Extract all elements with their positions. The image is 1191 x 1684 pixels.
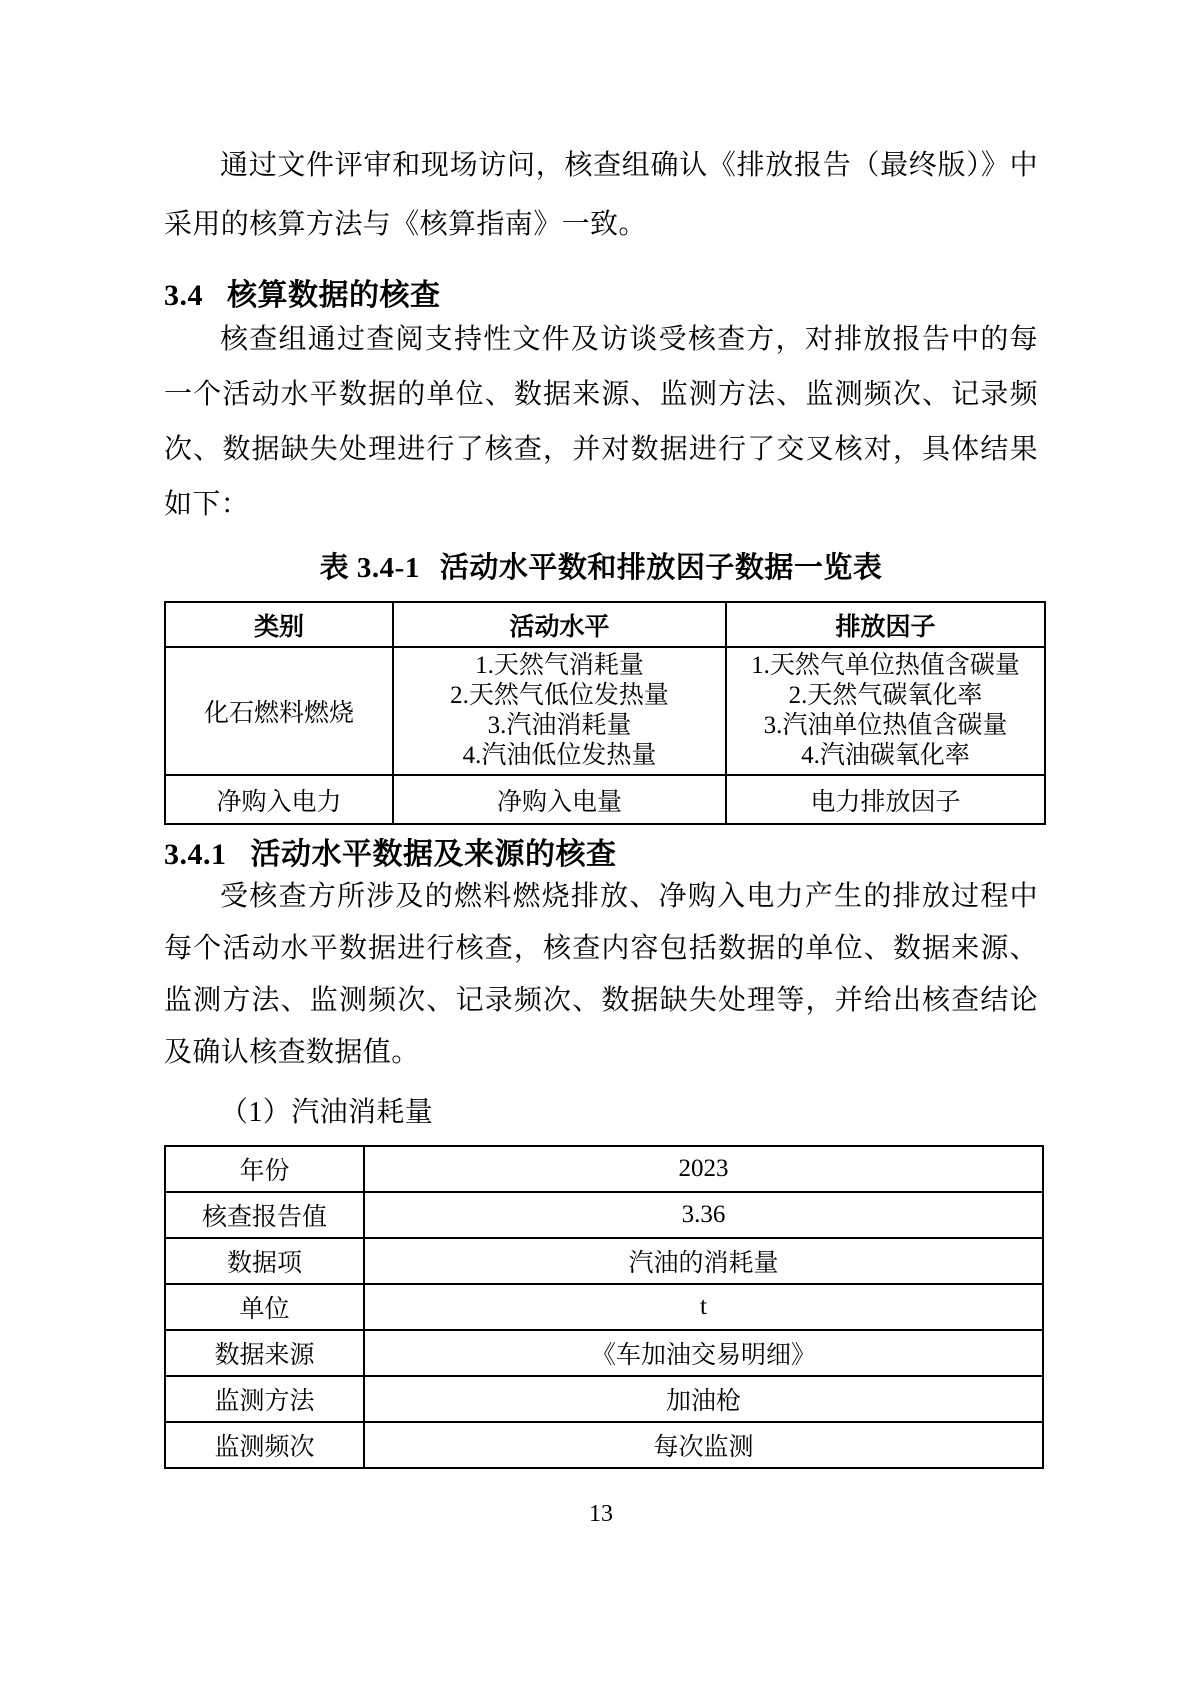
cell-label-unit: 单位 (165, 1284, 364, 1330)
paragraph-section-3-4-1: 受核查方所涉及的燃料燃烧排放、净购入电力产生的排放过程中每个活动水平数据进行核查，核查内容包括数据的单位、数据来源、监测方法、监测频次、记录频次、数据缺失处理等，并给出核查结论及确认核查数据值。 (164, 881, 1038, 1068)
cell-value-monitor-method: 加油枪 (364, 1376, 1043, 1422)
cell-activity-fossil (393, 647, 726, 775)
table-row-data-item (165, 1238, 1043, 1284)
table-row-monitor-frequency (165, 1422, 1043, 1468)
table-header-row (165, 602, 1045, 647)
cell-value-unit: t (364, 1284, 1043, 1330)
activity-line: 1.天然气消耗量 (475, 652, 644, 679)
cell-label-year: 年份 (165, 1146, 364, 1192)
table-row-year (165, 1146, 1043, 1192)
cell-value-year: 2023 (364, 1146, 1043, 1192)
cell-value-monitor-frequency: 每次监测 (364, 1422, 1043, 1468)
section-3-4-number: 3.4 (164, 279, 203, 312)
factor-line: 3.汽油单位热值含碳量 (763, 712, 1008, 739)
cell-value-data-source: 《车加油交易明细》 (364, 1330, 1043, 1376)
cell-category-fossil: 化石燃料燃烧 (165, 647, 393, 775)
section-3-4-1-heading (164, 839, 1038, 871)
activity-line: 4.汽油低位发热量 (462, 742, 657, 769)
table-row-data-source (165, 1330, 1043, 1376)
paragraph-section-3-4: 核查组通过查阅支持性文件及访谈受核查方，对排放报告中的每一个活动水平数据的单位、数据来源、监测方法、监测频次、记录频次、数据缺失处理进行了核查，并对数据进行了交叉核对，具体结果如下： (164, 324, 1038, 520)
table-row-verified-value (165, 1192, 1043, 1238)
cell-category-electricity: 净购入电力 (165, 775, 393, 824)
header-emission-factor: 排放因子 (726, 602, 1045, 647)
cell-label-monitor-frequency: 监测频次 (165, 1422, 364, 1468)
section-3-4-1-number: 3.4.1 (164, 838, 227, 871)
header-activity-level: 活动水平 (393, 602, 726, 647)
table-caption-title: 活动水平数和排放因子数据一览表 (439, 552, 883, 584)
activity-factor-table (164, 601, 1046, 825)
item-gasoline-consumption-label: （1）汽油消耗量 (220, 1097, 434, 1128)
table-row-unit (165, 1284, 1043, 1330)
factor-line: 2.天然气碳氧化率 (788, 682, 983, 709)
factor-line: 4.汽油碳氧化率 (801, 742, 970, 769)
header-category: 类别 (165, 602, 393, 647)
cell-value-verified-value: 3.36 (364, 1192, 1043, 1238)
cell-activity-electricity: 净购入电量 (393, 775, 726, 824)
section-3-4-1-title: 活动水平数据及来源的核查 (250, 838, 617, 871)
activity-line: 3.汽油消耗量 (487, 712, 632, 739)
table-3-4-1-caption (164, 552, 1038, 584)
page-content (164, 0, 1038, 1529)
table-caption-label: 表 3.4-1 (319, 552, 420, 584)
factor-line: 1.天然气单位热值含碳量 (751, 652, 1020, 679)
cell-label-data-source: 数据来源 (165, 1330, 364, 1376)
cell-label-verified-value: 核查报告值 (165, 1192, 364, 1238)
cell-factor-electricity: 电力排放因子 (726, 775, 1045, 824)
cell-label-monitor-method: 监测方法 (165, 1376, 364, 1422)
paragraph-intro: 通过文件评审和现场访问，核查组确认《排放报告（最终版）》中采用的核算方法与《核算指南》一致。 (164, 150, 1038, 240)
table-row-electricity (165, 775, 1045, 824)
cell-factor-fossil (726, 647, 1045, 775)
section-3-4-title: 核算数据的核查 (227, 279, 441, 312)
cell-label-data-item: 数据项 (165, 1238, 364, 1284)
page-number: 13 (589, 1501, 613, 1527)
table-row-monitor-method (165, 1376, 1043, 1422)
section-3-4-heading (164, 280, 1038, 312)
activity-line: 2.天然气低位发热量 (450, 682, 669, 709)
gasoline-consumption-table (164, 1145, 1044, 1469)
cell-value-data-item: 汽油的消耗量 (364, 1238, 1043, 1284)
table-row-fossil-fuel (165, 647, 1045, 775)
